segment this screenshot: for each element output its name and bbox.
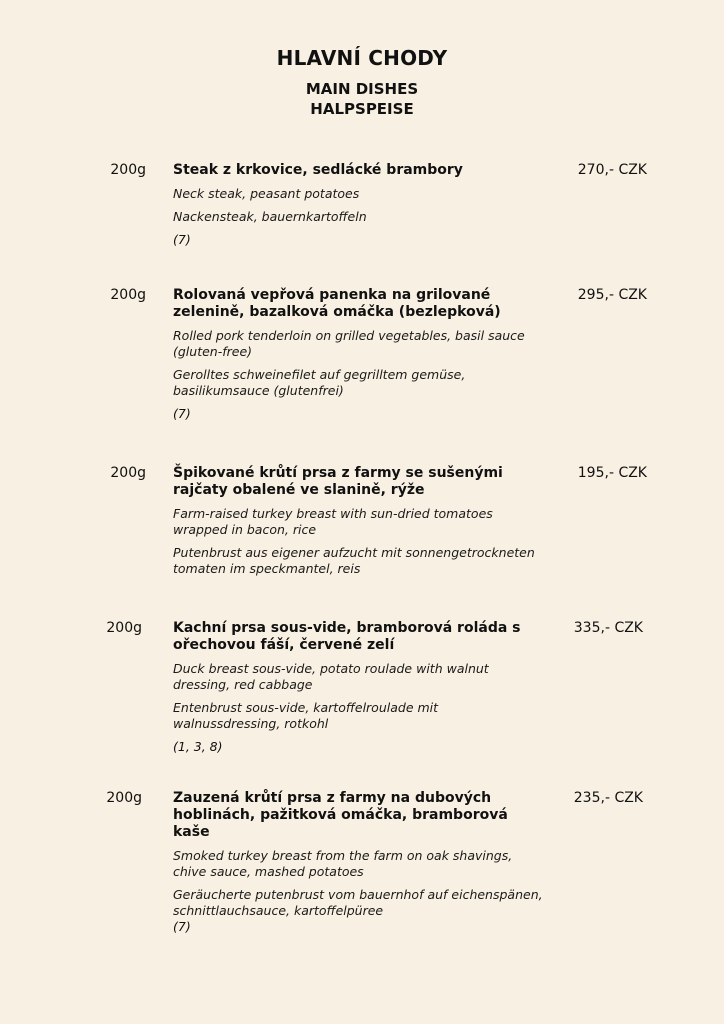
dish-name: Špikované krůtí prsa z farmy se sušenými rajčaty obalené ve slanině, rýže — [173, 465, 503, 498]
dish-description-de: Geräucherte putenbrust vom bauernhof auf eichenspänen, schnittlauchsauce, kartoffelpüree — [173, 887, 543, 918]
dish-body — [173, 465, 543, 577]
dish-description-de: Gerolltes schweinefilet auf gegrilltem gemüse, basilikumsauce (glutenfrei) — [173, 367, 466, 398]
dish-allergens: (7) — [173, 232, 191, 247]
dish-weight: 200g — [110, 465, 146, 481]
dish-price: 235,- CZK — [573, 790, 643, 806]
dish-weight: 200g — [106, 620, 142, 636]
dish-body — [173, 162, 543, 248]
dish-body — [173, 790, 543, 935]
dish-body — [173, 620, 543, 755]
dish-allergens: (7) — [173, 406, 191, 421]
dish-weight: 200g — [110, 162, 146, 178]
dish-description-en: Rolled pork tenderloin on grilled vegetables, basil sauce (gluten-free) — [173, 328, 525, 359]
dish-description-en: Farm-raised turkey breast with sun-dried tomatoes wrapped in bacon, rice — [173, 506, 493, 537]
dish-description-de: Nackensteak, bauernkartoffeln — [173, 209, 367, 224]
dish-price: 270,- CZK — [577, 162, 647, 178]
page-subtitle-de: HALPSPEISE — [310, 100, 414, 118]
dish-price: 195,- CZK — [577, 465, 647, 481]
dish-description-en: Duck breast sous-vide, potato roulade with walnut dressing, red cabbage — [173, 661, 489, 692]
dish-name: Zauzená krůtí prsa z farmy na dubových hoblinách, pažitková omáčka, bramborová kaše — [173, 790, 508, 840]
page-title: HLAVNÍ CHODY — [276, 46, 448, 70]
dish-price: 295,- CZK — [577, 287, 647, 303]
dish-description-de: Entenbrust sous-vide, kartoffelroulade mit walnussdressing, rotkohl — [173, 700, 439, 731]
dish-weight: 200g — [106, 790, 142, 806]
dish-weight: 200g — [110, 287, 146, 303]
dish-body — [173, 287, 543, 422]
page-subtitle-en: MAIN DISHES — [305, 80, 419, 98]
dish-description-en: Smoked turkey breast from the farm on oak shavings, chive sauce, mashed potatoes — [173, 848, 513, 879]
dish-allergens: (7) — [173, 919, 191, 934]
dish-name: Kachní prsa sous-vide, bramborová roláda s ořechovou fáší, červené zelí — [173, 620, 521, 653]
dish-price: 335,- CZK — [573, 620, 643, 636]
dish-description-de: Putenbrust aus eigener aufzucht mit sonnengetrockneten tomaten im speckmantel, reis — [173, 545, 535, 576]
dish-allergens: (1, 3, 8) — [173, 739, 223, 754]
dish-name: Rolovaná vepřová panenka na grilované zelenině, bazalková omáčka (bezlepková) — [173, 287, 501, 320]
dish-description-en: Neck steak, peasant potatoes — [173, 186, 360, 201]
dish-name: Steak z krkovice, sedlácké brambory — [173, 162, 463, 178]
